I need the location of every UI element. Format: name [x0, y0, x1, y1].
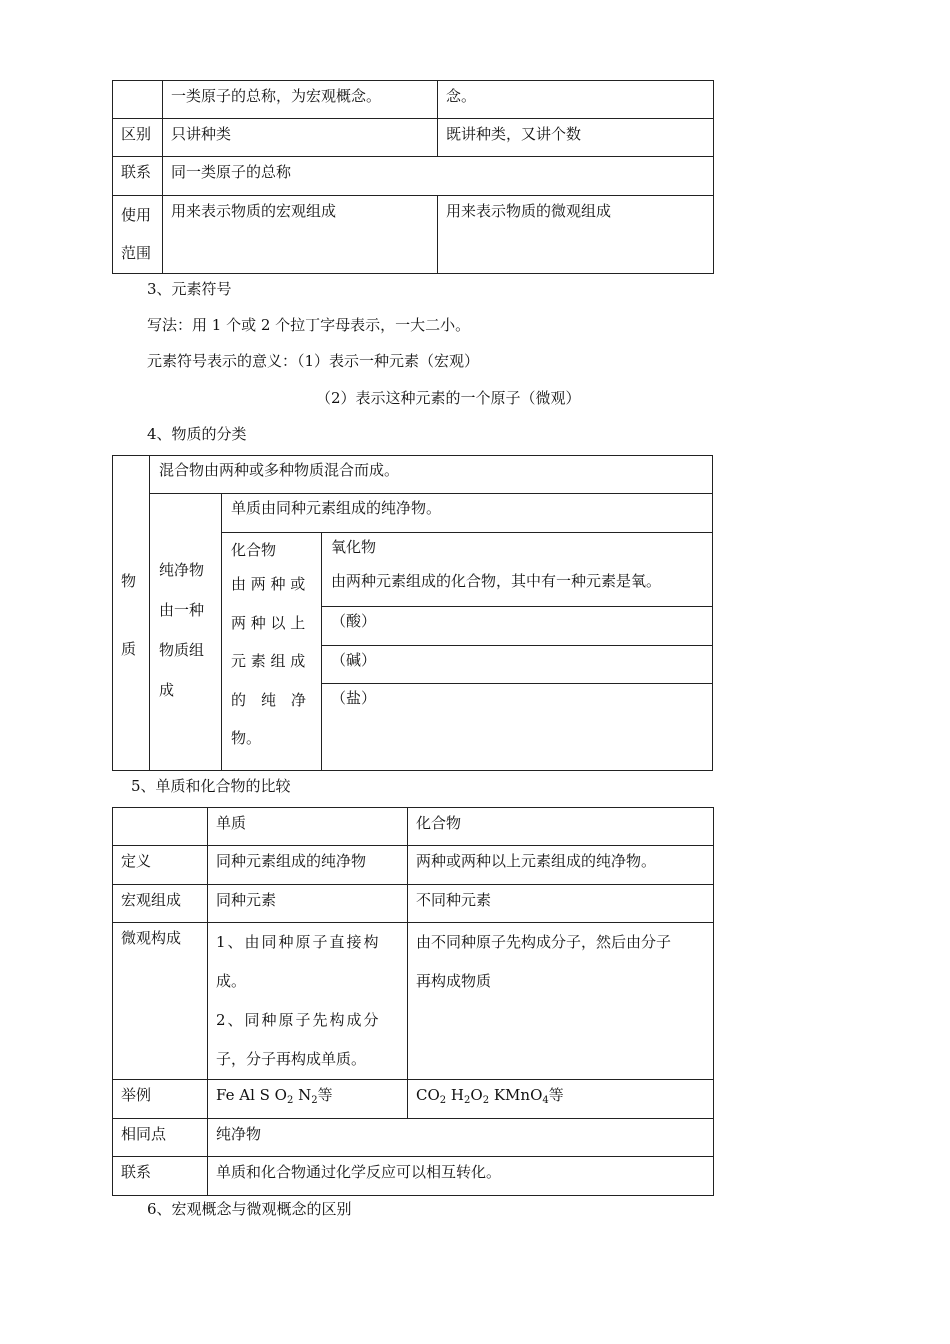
example-text: N — [293, 1086, 312, 1104]
row-label-definition: 定义 — [113, 846, 208, 885]
substance-char-2: 质 — [121, 640, 137, 658]
row-label-macro: 宏观组成 — [113, 885, 208, 923]
section5-heading: 5、单质和化合物的比较 — [131, 777, 291, 795]
element-substance-definition: 单质由同种元素组成的纯净物。 — [231, 499, 442, 517]
pure-line-3: 物质组 — [159, 641, 205, 659]
compound-line-1: 化合物 — [231, 541, 277, 559]
table1-difference-atom: 既讲种类，又讲个数 — [438, 119, 714, 157]
row-label-relation: 联系 — [113, 1157, 208, 1196]
substance-label — [121, 564, 136, 666]
macro-element-substance: 同种元素 — [208, 885, 408, 923]
example-text: O — [470, 1086, 483, 1104]
section3-meaning-2: （2）表示这种元素的一个原子（微观） — [316, 389, 581, 407]
example-text: KMnO — [489, 1086, 543, 1104]
section3-writing-rule: 写法：用 1 个或 2 个拉丁字母表示，一大二小。 — [147, 316, 471, 334]
example-text: Fe Al S O — [216, 1086, 287, 1104]
subscript: 2 — [482, 1095, 490, 1106]
pure-line-2: 由一种 — [159, 601, 205, 619]
compound-line-5: 的 纯 净 — [231, 690, 307, 709]
micro-compound — [408, 923, 714, 1080]
example-text: 等 — [548, 1086, 564, 1104]
micro-element-line-3: 2、同种原子先构成分 — [216, 1011, 381, 1029]
example-text: CO — [416, 1086, 440, 1104]
table1-scope-element: 用来表示物质的宏观组成 — [163, 196, 438, 274]
example-element-substance — [208, 1080, 408, 1119]
micro-element-line-2: 成。 — [216, 972, 247, 990]
base-cell: （碱） — [331, 651, 377, 669]
subscript: 2 — [311, 1095, 318, 1106]
table1-row-label-scope — [113, 196, 163, 274]
row-label-same: 相同点 — [113, 1119, 208, 1157]
micro-compound-line-2: 再构成物质 — [416, 972, 492, 990]
mixture-definition: 混合物由两种或多种物质混合而成。 — [159, 461, 400, 479]
table1-difference-element: 只讲种类 — [163, 119, 438, 157]
pure-substance-definition — [159, 550, 204, 710]
micro-element-line-1: 1、由同种原子直接构 — [216, 933, 381, 951]
subscript: 2 — [439, 1095, 447, 1106]
table1-scope-atom: 用来表示物质的微观组成 — [438, 196, 714, 274]
pure-line-4: 成 — [159, 681, 175, 699]
example-compound — [408, 1080, 714, 1119]
header-compound: 化合物 — [408, 808, 714, 846]
salt-cell: （盐） — [331, 689, 377, 707]
compound-line-2: 由 两 种 或 — [231, 575, 306, 593]
pure-line-1: 纯净物 — [159, 561, 205, 579]
micro-compound-line-1: 由不同种原子先构成分子，然后由分子 — [416, 933, 672, 951]
compound-definition — [231, 532, 317, 758]
section4-heading: 4、物质的分类 — [147, 425, 247, 443]
definition-compound: 两种或两种以上元素组成的纯净物。 — [408, 846, 714, 885]
subscript: 2 — [464, 1095, 471, 1106]
table1-relation: 同一类原子的总称 — [163, 157, 714, 196]
example-text: 等 — [317, 1086, 333, 1104]
comparison-empty-header — [113, 808, 208, 846]
table1-row-label-relation: 联系 — [113, 157, 163, 196]
macro-compound: 不同种元素 — [408, 885, 714, 923]
table1-element-definition-tail: 一类原子的总称，为宏观概念。 — [163, 81, 438, 119]
compound-line-4: 元 素 组 成 — [231, 652, 306, 670]
micro-element-substance — [208, 923, 408, 1080]
subscript: 4 — [542, 1095, 549, 1106]
substance-char-1: 物 — [121, 572, 137, 590]
row-label-micro: 微观构成 — [113, 923, 208, 1080]
table1-row-label-difference: 区别 — [113, 119, 163, 157]
comparison-table — [112, 807, 714, 1196]
section3-meaning-1: 元素符号表示的意义：（1）表示一种元素（宏观） — [147, 352, 480, 370]
table1-atom-definition-tail: 念。 — [438, 81, 714, 119]
oxide-title: 氧化物 — [331, 538, 377, 556]
section3-heading: 3、元素符号 — [147, 280, 232, 298]
relation-text: 单质和化合物通过化学反应可以相互转化。 — [208, 1157, 714, 1196]
classification-table — [112, 455, 713, 771]
section6-heading: 6、宏观概念与微观概念的区别 — [147, 1200, 352, 1218]
subscript: 2 — [286, 1095, 294, 1106]
micro-element-line-4: 子，分子再构成单质。 — [216, 1050, 367, 1068]
row-label-example: 举例 — [113, 1080, 208, 1119]
scope-label-line1: 使用 — [121, 206, 152, 224]
acid-cell: （酸） — [331, 612, 377, 630]
definition-element-substance: 同种元素组成的纯净物 — [208, 846, 408, 885]
example-text: H — [446, 1086, 465, 1104]
same-point: 纯净物 — [208, 1119, 714, 1157]
table1-empty-cell — [113, 81, 163, 119]
scope-label-line2: 范围 — [121, 244, 152, 262]
compound-line-3: 两 种 以 上 — [231, 613, 306, 632]
compound-line-6: 物。 — [231, 729, 262, 747]
element-atom-table — [112, 80, 714, 274]
oxide-definition: 由两种元素组成的化合物，其中有一种元素是氧。 — [331, 572, 662, 590]
header-element-substance: 单质 — [208, 808, 408, 846]
